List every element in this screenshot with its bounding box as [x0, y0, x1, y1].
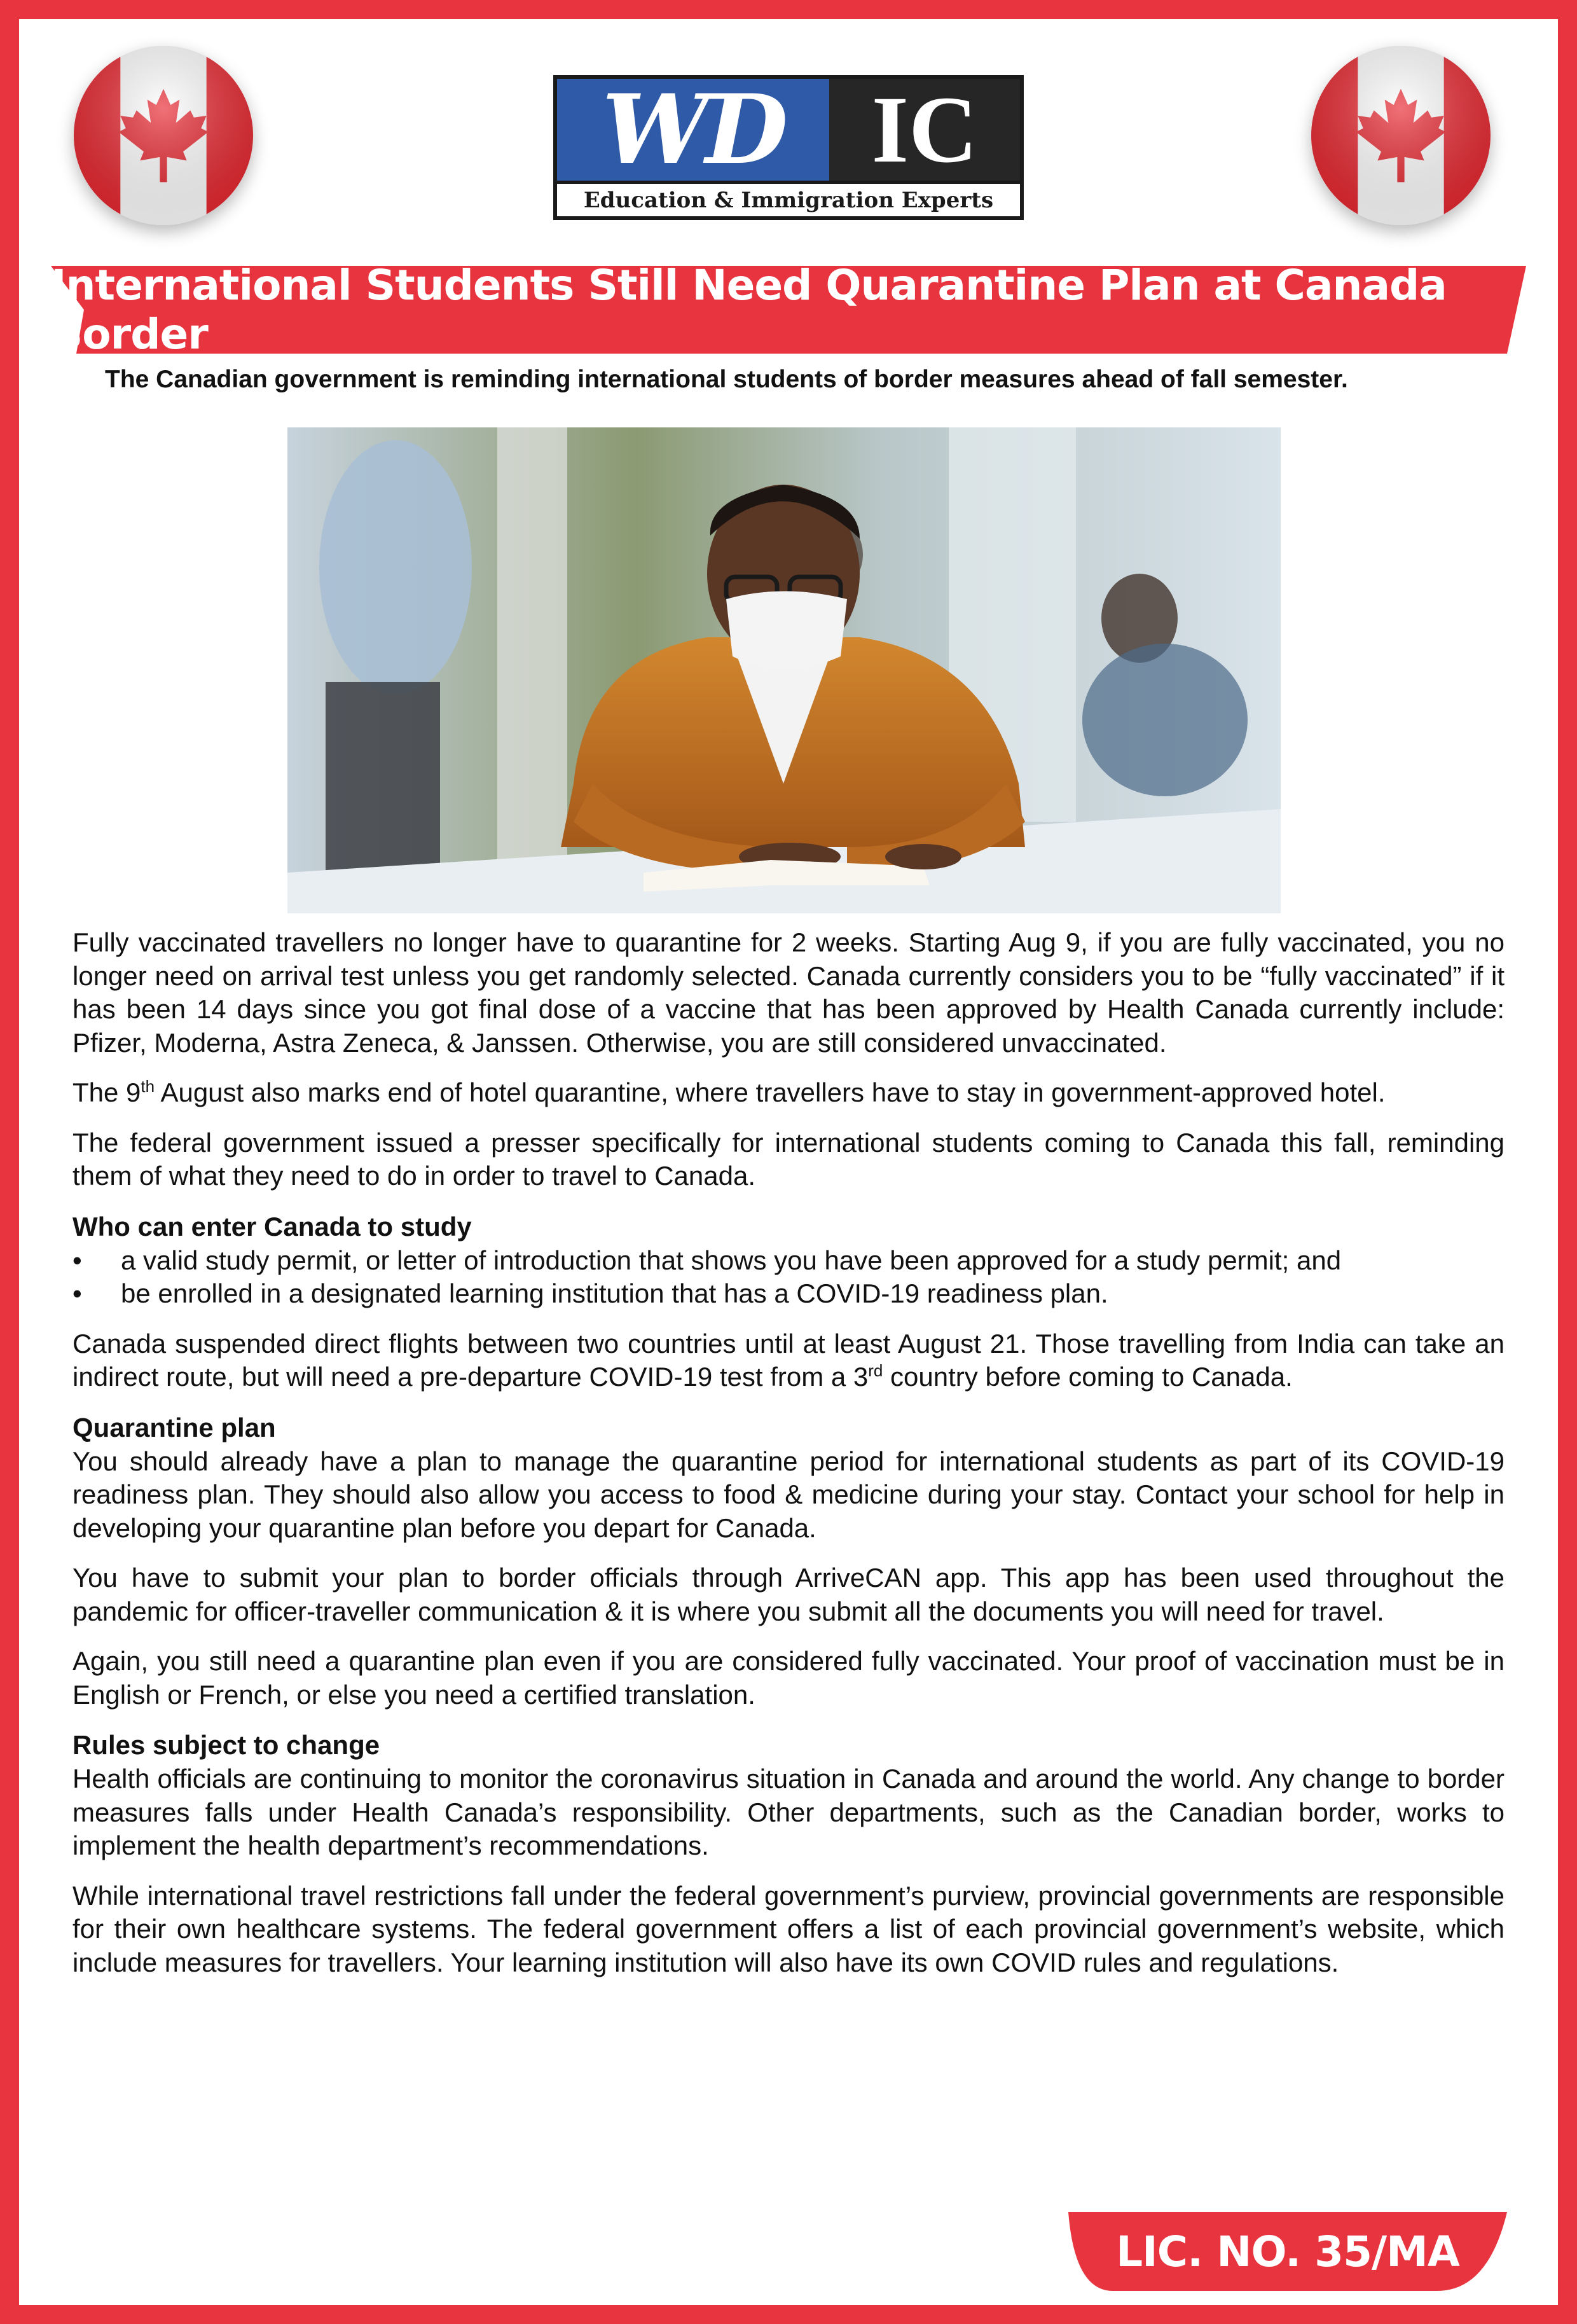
paragraph: Health officials are continuing to monitor the coronavirus situation in Canada and around the world. Any change to border measures falls under Health Canada’s responsibility. Other departments, such as the Canadian border, works to implement the health department’s recommendations. [72, 1764, 1505, 1860]
canada-flag-icon [74, 46, 253, 225]
paragraph: Canada suspended direct flights between two countries until at least August 21. Those travelling from India can take an indirect route, but will need a pre-departure COVID-19 test from a 3rd country before coming to Canada. [72, 1328, 1505, 1392]
logo-ic: IC [829, 79, 1020, 181]
paragraph: While international travel restrictions fall under the federal government’s purview, provincial governments are responsible for their own healthcare systems. The federal government offers a list of each provincial government’s website, which include measures for travellers. Your learning institution will also have its own COVID rules and regulations. [72, 1880, 1505, 1977]
paragraph: The federal government issued a presser specifically for international students coming to Canada this fall, reminding them of what they need to do in order to travel to Canada. [72, 1127, 1505, 1191]
student-photo [287, 427, 1281, 913]
paragraph: You should already have a plan to manage the quarantine period for international students as part of its COVID-19 readiness plan. They should also allow you access to food & medicine during your stay. Contact your school for help in developing your quarantine plan before you depart for Canada. [72, 1446, 1505, 1543]
logo-tagline: Education & Immigration Experts [557, 181, 1020, 216]
paragraph: Fully vaccinated travellers no longer have to quarantine for 2 weeks. Starting Aug 9, if you are fully vaccinated, you no longer need on arrival test unless you get randomly selected. Canada currently considers you to be “fully vaccinated” if it has been 14 days since you got final dose of a vaccine that has been approved by Health Canada currently include: Pfizer, Moderna, Astra Zeneca, & Janssen. Otherwise, you are still considered unvaccinated. [72, 927, 1505, 1058]
section-heading: Rules subject to change [72, 1730, 380, 1760]
page-title: International Students Still Need Quarantine Plan at Canada Border [51, 261, 1447, 359]
title-banner [51, 261, 1526, 359]
paragraph: Again, you still need a quarantine plan even if you are considered fully vaccinated. Your proof of vaccination must be in English or French, or else you need a certified translation. [72, 1646, 1505, 1710]
list-item: • be enrolled in a designated learning institution that has a COVID-19 readiness plan. [72, 1277, 1505, 1311]
article-body [72, 926, 1505, 1996]
wdic-logo [553, 75, 1024, 220]
list-item: • a valid study permit, or letter of introduction that shows you have been approved for a study permit; and [72, 1244, 1505, 1278]
subtitle: The Canadian government is reminding international students of border measures ahead of fall semester. [105, 366, 1348, 393]
license-number: LIC. NO. 35/MA [1116, 2227, 1459, 2276]
paragraph: The 9th August also marks end of hotel quarantine, where travellers have to stay in government-approved hotel. [72, 1077, 1386, 1107]
section-heading: Who can enter Canada to study [72, 1211, 472, 1242]
bullet-list [72, 1244, 1505, 1311]
canada-flag-icon [1311, 46, 1491, 225]
license-badge [1068, 2212, 1507, 2291]
logo-wd: WD [557, 79, 829, 181]
paragraph: You have to submit your plan to border officials through ArriveCAN app. This app has been used throughout the pandemic for officer-traveller communication & it is where you submit all the documents you will need for travel. [72, 1563, 1505, 1626]
section-heading: Quarantine plan [72, 1412, 276, 1442]
